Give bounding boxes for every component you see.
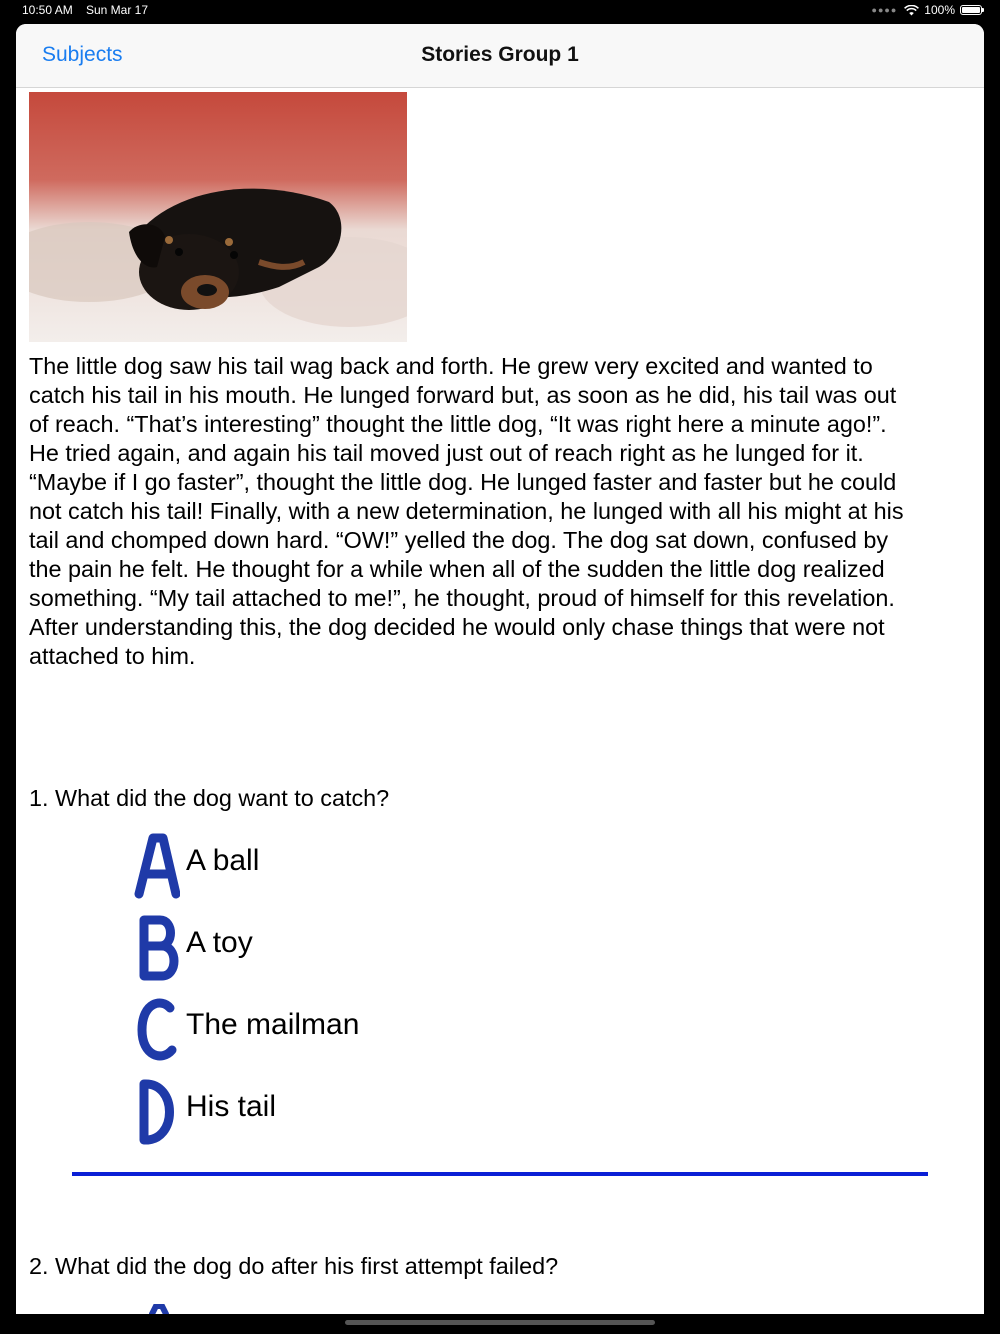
option-a[interactable] <box>134 830 734 900</box>
home-indicator[interactable] <box>345 1320 655 1325</box>
story-text: The little dog saw his tail wag back and forth. He grew very excited and wanted to catch his tail in his mouth. He lunged forward but, as soon as he did, his tail was out of reach. “That’s interesting” thought the little dog, “It was right here a minute ago!”. He tried again, and again his tail moved just out of reach right as he lunged for it. “Maybe if I go faster”, thought the little dog. He lunged faster and faster but he could not catch his tail! Finally, with a new determination, he lunged with all his might at his tail and chomped down hard. “OW!” yelled the dog. The dog sat down, confused by the pain he felt. He thought for a while when all of the sudden the little dog realized something. “My tail attached to me!”, he thought, proud of himself for this revelation. After understanding this, the dog decided he would only chase things that were not attached to him. <box>29 353 904 669</box>
status-date: Sun Mar 17 <box>86 3 149 17</box>
option-a-text: A ball <box>186 844 260 877</box>
letter-a-icon <box>134 830 180 900</box>
option-b[interactable] <box>134 912 734 982</box>
option-d[interactable] <box>134 1076 734 1146</box>
status-time: 10:50 AM <box>22 3 73 17</box>
letter-a-partial-icon <box>146 1304 170 1314</box>
status-bar <box>0 0 1000 22</box>
status-indicators <box>872 3 982 17</box>
subjects-back-button[interactable]: Subjects <box>42 43 123 66</box>
question-divider <box>72 1172 928 1176</box>
letter-c-icon <box>134 994 180 1064</box>
battery-icon <box>960 5 982 15</box>
navigation-bar <box>16 24 984 88</box>
main-sheet <box>16 24 984 1314</box>
battery-percent: 100% <box>924 3 955 17</box>
cellular-dots-icon: ●●●● <box>871 5 898 15</box>
letter-b-icon <box>134 912 180 982</box>
option-c[interactable] <box>134 994 734 1064</box>
page-title: Stories Group 1 <box>421 43 579 66</box>
question-2: 2. What did the dog do after his first attempt failed? <box>29 1253 559 1279</box>
letter-d-icon <box>134 1076 180 1146</box>
option-b-text: A toy <box>186 926 253 959</box>
puppy-photo <box>29 92 407 342</box>
option-c-text: The mailman <box>186 1008 360 1041</box>
wifi-icon <box>904 5 919 16</box>
question-1: 1. What did the dog want to catch? <box>29 785 390 811</box>
option-d-text: His tail <box>186 1090 277 1123</box>
